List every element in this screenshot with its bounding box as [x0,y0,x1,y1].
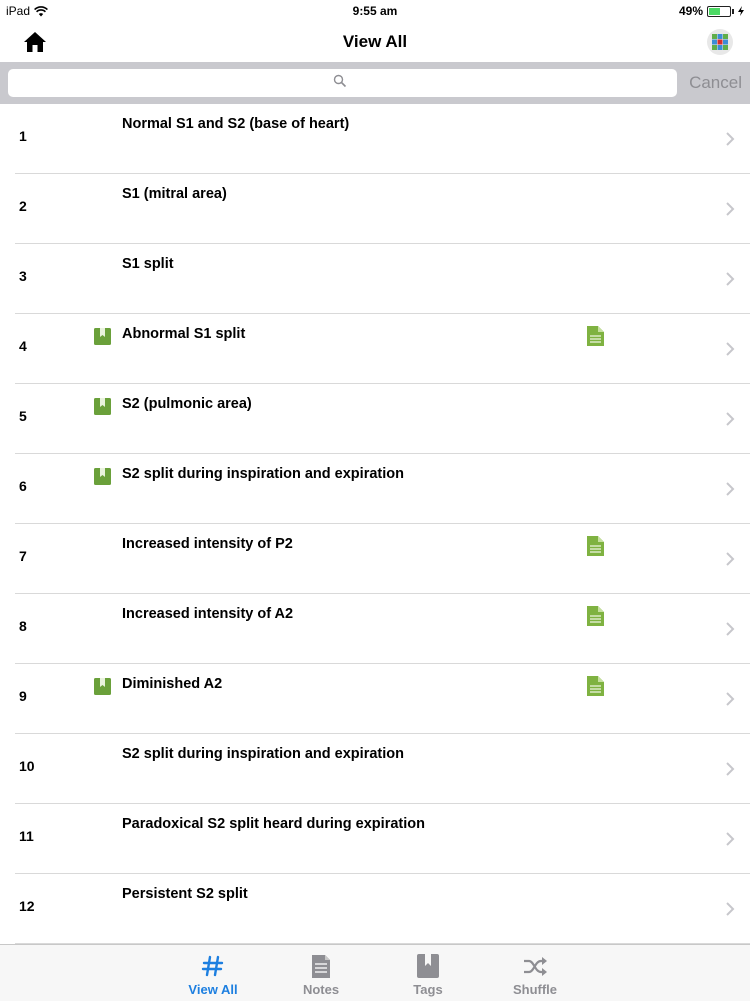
item-title: S2 split during inspiration and expiration [122,746,404,762]
list-item[interactable] [0,314,750,384]
list-item[interactable] [0,454,750,524]
item-title: Diminished A2 [122,676,223,692]
item-list [0,104,750,944]
search-bar [0,62,750,104]
nav-bar [0,22,750,62]
item-title: S1 (mitral area) [122,186,227,202]
item-number: 7 [19,548,27,564]
list-item[interactable] [0,664,750,734]
tab-view-all[interactable] [168,945,258,1001]
chevron-right-icon [725,411,735,427]
note-icon[interactable] [587,676,604,696]
tab-tags[interactable] [383,945,473,1001]
tab-notes[interactable] [276,945,366,1001]
list-item[interactable] [0,524,750,594]
item-number: 3 [19,268,27,284]
item-title: Abnormal S1 split [122,326,246,342]
list-item[interactable] [0,594,750,664]
status-time: 9:55 am [352,4,398,18]
chevron-right-icon [725,481,735,497]
item-number: 9 [19,688,27,704]
notes-icon [309,953,333,979]
list-item[interactable] [0,174,750,244]
item-title: Increased intensity of A2 [122,606,294,622]
list-item[interactable] [0,244,750,314]
item-title: Paradoxical S2 split heard during expiration [122,816,425,832]
tab-bar [0,944,750,1001]
status-bar [0,0,750,22]
list-item[interactable] [0,384,750,454]
tab-shuffle[interactable] [490,945,580,1001]
device-label: iPad [6,4,31,18]
globe-logo-icon[interactable] [706,28,734,56]
list-item[interactable] [0,874,750,944]
hash-icon [201,953,225,979]
tab-label: Notes [302,982,340,997]
item-number: 12 [19,898,35,914]
page-title: View All [342,32,408,51]
item-number: 6 [19,478,27,494]
chevron-right-icon [725,901,735,917]
chevron-right-icon [725,201,735,217]
charging-icon [738,6,744,16]
item-title: Increased intensity of P2 [122,536,293,552]
item-title: S2 split during inspiration and expiration [122,466,404,482]
item-number: 1 [19,128,27,144]
battery-percent: 49% [678,4,703,18]
chevron-right-icon [725,621,735,637]
item-number: 4 [19,338,27,354]
search-icon [333,74,347,88]
tab-label: Tags [413,982,443,997]
chevron-right-icon [725,271,735,287]
chevron-right-icon [725,691,735,707]
chevron-right-icon [725,761,735,777]
item-number: 5 [19,408,27,424]
note-icon[interactable] [587,536,604,556]
item-number: 11 [19,828,34,844]
item-title: S1 split [122,256,174,272]
bookmark-icon [94,678,111,695]
bookmark-icon [94,468,111,485]
chevron-right-icon [725,551,735,567]
battery-icon [707,6,731,17]
item-number: 8 [19,618,27,634]
bookmark-icon [94,398,111,415]
note-icon[interactable] [587,326,604,346]
chevron-right-icon [725,131,735,147]
item-title: S2 (pulmonic area) [122,396,252,412]
item-title: Normal S1 and S2 (base of heart) [122,116,350,132]
status-right [679,4,744,18]
battery-fill [709,8,720,15]
tags-icon [416,953,440,979]
chevron-right-icon [725,831,735,847]
list-item[interactable] [0,104,750,174]
item-number: 10 [19,758,35,774]
battery-tip [732,9,734,14]
list-item[interactable] [0,804,750,874]
shuffle-icon [523,953,547,979]
chevron-right-icon [725,341,735,357]
tab-label: View All [188,982,238,997]
item-number: 2 [19,198,27,214]
bookmark-icon [94,328,111,345]
item-title: Persistent S2 split [122,886,248,902]
list-item[interactable] [0,734,750,804]
note-icon[interactable] [587,606,604,626]
tab-label: Shuffle [512,982,558,997]
cancel-button[interactable]: Cancel [689,73,742,92]
